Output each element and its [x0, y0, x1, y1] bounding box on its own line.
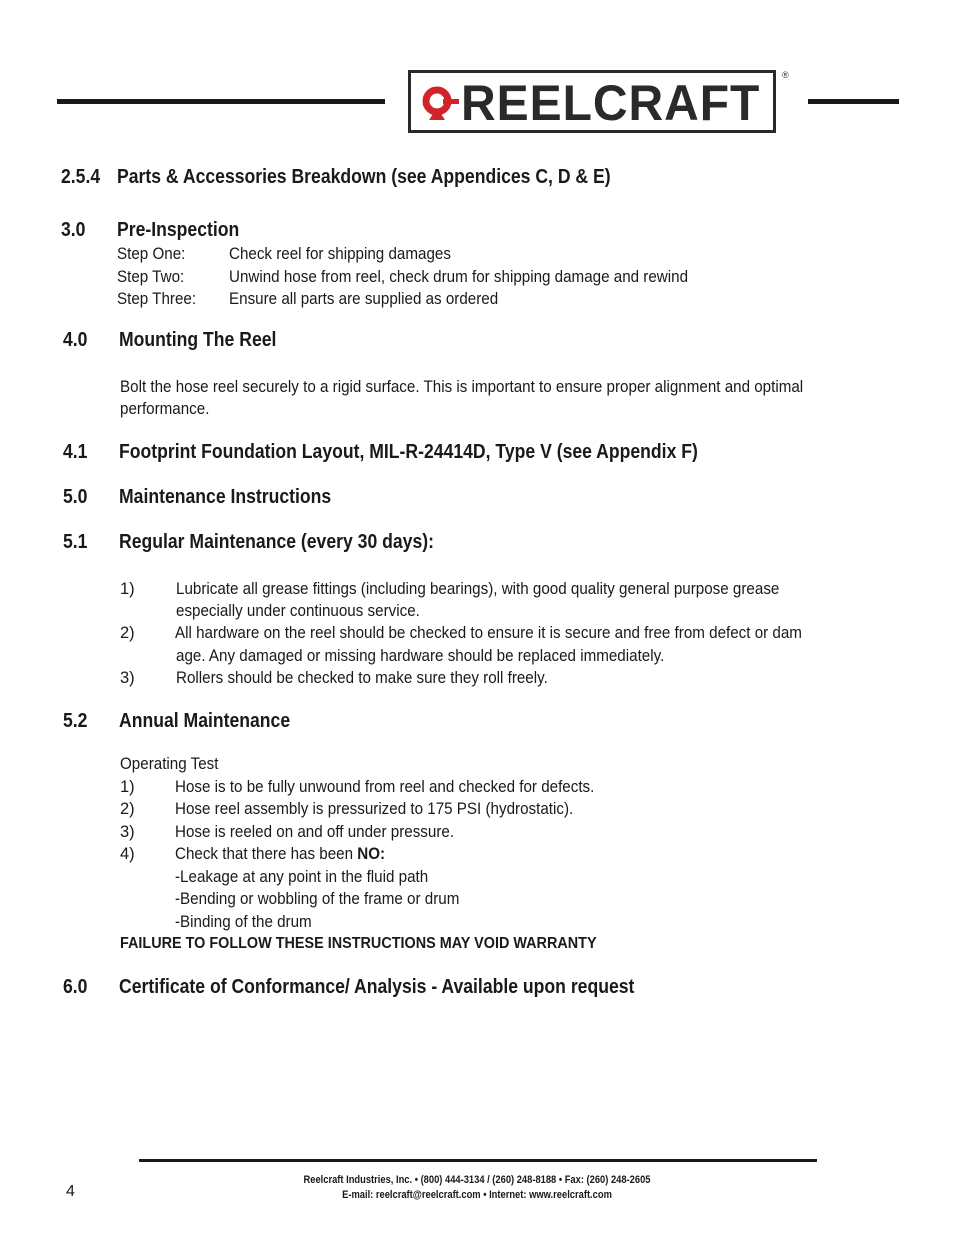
step-text: Ensure all parts are supplied as ordered [229, 290, 499, 308]
section-number: 5.0 [63, 486, 88, 508]
list-item: All hardware on the reel should be checked to ensure it is secure and free from defect or dam [175, 624, 802, 642]
warranty-warning: FAILURE TO FOLLOW THESE INSTRUCTIONS MAY VOID WARRANTY [120, 935, 597, 952]
list-number: 4) [120, 845, 135, 863]
step-label: Step Two: [117, 268, 185, 286]
sub-item: -Leakage at any point in the fluid path [175, 868, 429, 886]
reel-icon [419, 83, 459, 123]
list-item: age. Any damaged or missing hardware should be replaced immediately. [176, 647, 665, 665]
brand-wordmark: REELCRAFT [461, 75, 761, 131]
step-label: Step One: [117, 245, 186, 263]
sub-item: -Bending or wobbling of the frame or drum [175, 890, 460, 908]
section-title: Regular Maintenance (every 30 days): [119, 531, 434, 553]
list-number: 1) [120, 778, 135, 796]
header-rule-left [57, 99, 385, 104]
list-number: 3) [120, 823, 135, 841]
section-number: 4.0 [63, 329, 88, 351]
section-number: 5.1 [63, 531, 88, 553]
list-item: especially under continuous service. [176, 602, 420, 620]
section-title: Pre-Inspection [117, 219, 240, 241]
list-item [175, 845, 385, 864]
list-number: 3) [120, 669, 135, 687]
step-text: Unwind hose from reel, check drum for shipping damage and rewind [229, 268, 689, 286]
subheading: Operating Test [120, 755, 219, 773]
section-number: 2.5.4 [61, 166, 101, 188]
list-number: 1) [120, 580, 135, 598]
section-title: Maintenance Instructions [119, 486, 332, 508]
footer-web: E-mail: reelcraft@reelcraft.com • Internet: www.reelcraft.com [342, 1189, 612, 1201]
section-title: Mounting The Reel [119, 329, 277, 351]
sub-item: -Binding of the drum [175, 913, 312, 931]
section-title: Certificate of Conformance/ Analysis - Available upon request [119, 976, 635, 998]
list-item: Hose is reeled on and off under pressure. [175, 823, 455, 841]
body-text: performance. [120, 400, 210, 418]
brand-logo [408, 70, 776, 133]
list-item-text: Check that there has been [175, 845, 358, 863]
section-title: Annual Maintenance [119, 710, 291, 732]
list-item: Lubricate all grease fittings (including bearings), with good quality general purpose grease [176, 580, 780, 598]
emphasis-no: NO: [357, 845, 386, 863]
header-rule-right [808, 99, 899, 104]
list-item: Rollers should be checked to make sure they roll freely. [176, 669, 548, 687]
registered-mark: ® [782, 70, 789, 80]
section-title: Parts & Accessories Breakdown (see Appendices C, D & E) [117, 166, 611, 188]
footer-rule [139, 1159, 817, 1162]
section-number: 3.0 [61, 219, 86, 241]
list-number: 2) [120, 624, 135, 642]
step-text: Check reel for shipping damages [229, 245, 451, 263]
section-number: 4.1 [63, 441, 88, 463]
body-text: Bolt the hose reel securely to a rigid surface. This is important to ensure proper alignment and optimal [120, 378, 804, 396]
footer-contact: Reelcraft Industries, Inc. • (800) 444-3134 / (260) 248-8188 • Fax: (260) 248-2605 [303, 1174, 651, 1186]
section-title: Footprint Foundation Layout, MIL-R-24414D, Type V (see Appendix F) [119, 441, 698, 463]
list-item: Hose reel assembly is pressurized to 175 PSI (hydrostatic). [175, 800, 574, 818]
list-item: Hose is to be fully unwound from reel and checked for defects. [175, 778, 595, 796]
section-number: 5.2 [63, 710, 88, 732]
page-number: 4 [66, 1183, 75, 1200]
section-number: 6.0 [63, 976, 88, 998]
step-label: Step Three: [117, 290, 197, 308]
list-number: 2) [120, 800, 135, 818]
